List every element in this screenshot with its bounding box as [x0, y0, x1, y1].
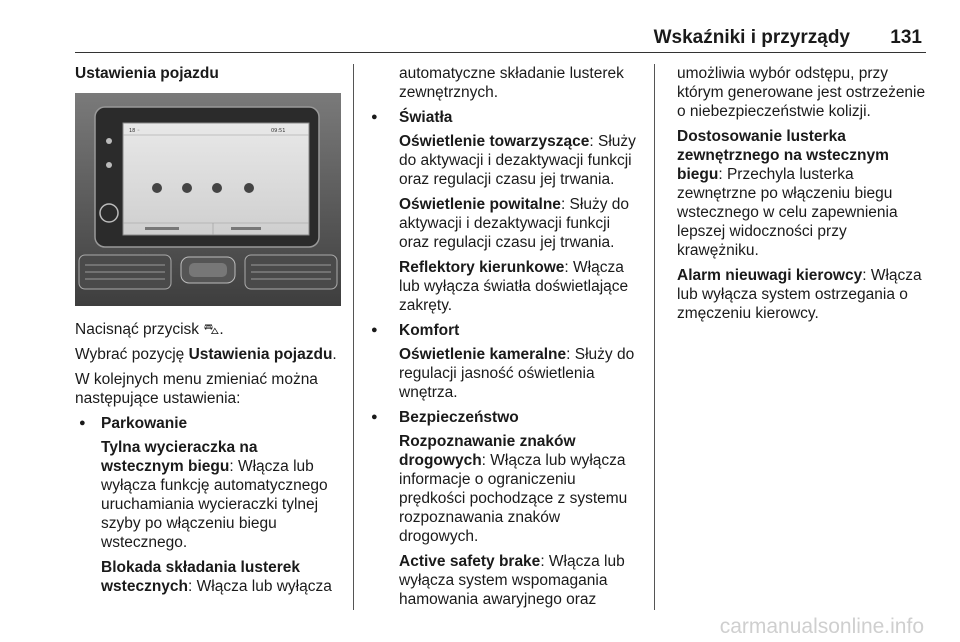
instruction-press-button: Nacisnąć przycisk ⛍.	[75, 321, 224, 338]
bullet-comfort: ● Komfort	[369, 321, 637, 340]
bullet-lights: ● Światła	[369, 108, 637, 127]
instruction-select-item: Wybrać pozycję Ustawienia pojazdu.	[75, 346, 337, 363]
setting-active-safety-brake: Active safety brake: Włącza lub wyłącza system wspomagania hamowania awaryjnego oraz	[399, 553, 625, 608]
infotainment-screen-illustration	[75, 93, 341, 306]
column-3	[677, 64, 927, 329]
setting-rear-wiper: Tylna wycieraczka na wstecznym biegu: Włącza lub wyłącza funkcję automatycznego uruchamiania wycieraczki tylnej szyby po włączeniu biegu wstecznego.	[101, 439, 328, 551]
setting-welcome-light: Oświetlenie powitalne: Służy do aktywacji i dezaktywacji funkcji oraz regulacji czasu jej trwania.	[399, 196, 629, 251]
setting-reverse-mirror-tilt: Dostosowanie lusterka zewnętrznego na wstecznym biegu: Przechyla lusterka zewnętrzne po włączeniu biegu wstecznego w celu zapewnienia lepszej widoczności przy krawężniku.	[677, 128, 898, 259]
dashboard-image	[75, 93, 341, 306]
page-number: 131	[890, 27, 922, 48]
column-1	[75, 64, 343, 602]
column-divider	[353, 64, 354, 610]
bullet-parking: ● Parkowanie	[75, 414, 343, 433]
watermark: carmanualsonline.info	[719, 615, 924, 638]
header-rule	[75, 52, 926, 53]
column-divider	[654, 64, 655, 610]
svg-text:18 ◦: 18 ◦	[129, 128, 140, 134]
setting-mirror-folding-continued: automatyczne składanie lusterek zewnętrznych.	[399, 65, 624, 101]
setting-adaptive-headlights: Reflektory kierunkowe: Włącza lub wyłącza światła doświetlające zakręty.	[399, 259, 629, 314]
section-title: Ustawienia pojazdu	[75, 65, 219, 82]
setting-traffic-sign-recognition: Rozpoznawanie znaków drogowych: Włącza lub wyłącza informacje o ograniczeniu prędkości pochodzące z systemu rozpoznawania znaków drogowych.	[399, 433, 628, 545]
page-header	[0, 28, 960, 52]
setting-drowsiness-alert: Alarm nieuwagi kierowcy: Włącza lub wyłącza system ostrzegania o zmęczeniu kierowcy.	[677, 267, 922, 322]
chapter-title: Wskaźniki i przyrządy	[653, 27, 850, 48]
column-2	[369, 64, 637, 615]
setting-mirror-folding: Blokada składania lusterek wstecznych: Włącza lub wyłącza	[101, 559, 332, 595]
setting-active-safety-brake-continued: umożliwia wybór odstępu, przy którym generowane jest ostrzeżenie o niebezpieczeństwie kolizji.	[677, 65, 926, 120]
setting-ambient-light: Oświetlenie kameralne: Służy do regulacji jasność oświetlenia wnętrza.	[399, 346, 635, 401]
svg-text:09:51: 09:51	[271, 128, 286, 134]
instruction-settings-intro: W kolejnych menu zmieniać można następujące ustawienia:	[75, 371, 318, 407]
setting-follow-me-light: Oświetlenie towarzyszące: Służy do aktywacji i dezaktywacji funkcji oraz regulacji czasu jej trwania.	[399, 133, 636, 188]
bullet-safety: ● Bezpieczeństwo	[369, 408, 637, 427]
